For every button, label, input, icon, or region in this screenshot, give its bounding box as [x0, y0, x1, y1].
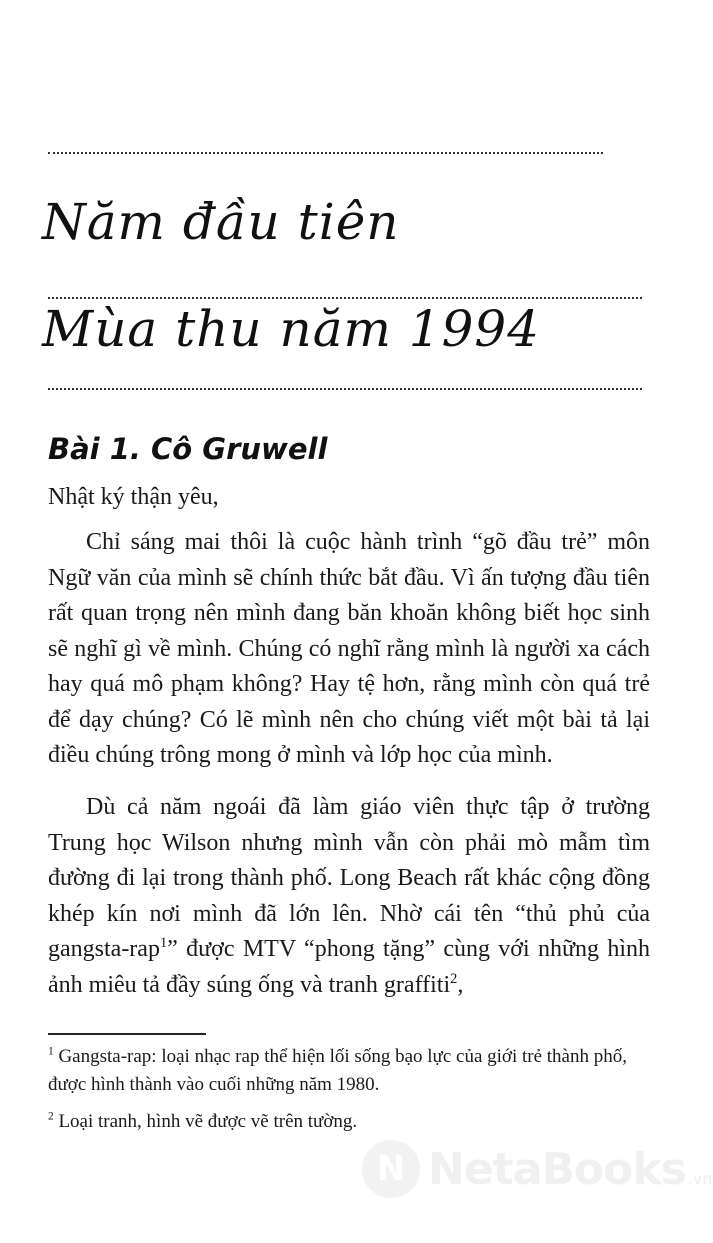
watermark — [362, 1140, 713, 1198]
season-title: Mùa thu năm 1994 — [42, 300, 541, 358]
footnote-1-text: Gangsta-rap: loại nhạc rap thể hiện lối sống bạo lực của giới trẻ thành phố, được hình thành vào cuối những năm 1980. — [48, 1046, 627, 1095]
paragraph-2-text-c: , — [457, 971, 464, 998]
chapter-title: Năm đầu tiên — [42, 193, 400, 251]
paragraph-1: Chỉ sáng mai thôi là cuộc hành trình “gõ đầu trẻ” môn Ngữ văn của mình sẽ chính thức bắt đầu. Vì ấn tượng đầu tiên rất quan trọng nên mình đang băn khoăn không biết học sinh sẽ nghĩ gì về mình. Chúng có nghĩ rằng mình là người xa cách hay quá mô phạm không? Hay tệ hơn, rằng mình còn quá trẻ để dạy chúng? Có lẽ mình nên cho chúng viết một bài tả lại điều chúng trông mong ở mình và lớp học của mình. — [48, 529, 650, 768]
dotted-line-bottom — [48, 388, 642, 390]
footnote-ref-1: 1 — [159, 935, 168, 951]
footnote-2 — [48, 1108, 650, 1136]
footnote-1 — [48, 1043, 650, 1099]
footnote-1-number: 1 — [48, 1045, 54, 1058]
dotted-line-top — [48, 152, 603, 154]
dotted-line-middle — [48, 297, 642, 299]
watermark-brand: NetaBooks — [428, 1143, 686, 1195]
lesson-title: Bài 1. Cô Gruwell — [48, 432, 328, 466]
footnote-2-text: Loại tranh, hình vẽ được vẽ trên tường. — [58, 1111, 358, 1132]
footnote-rule — [48, 1033, 206, 1035]
watermark-suffix: .vn — [687, 1169, 713, 1188]
footnote-2-number: 2 — [48, 1110, 54, 1123]
salutation: Nhật ký thận yêu, — [48, 484, 219, 510]
paragraph-2 — [48, 790, 650, 1003]
footnote-ref-2: 2 — [450, 970, 458, 987]
netabooks-logo-icon: N — [362, 1140, 420, 1198]
paragraph-2-text-a: Dù cả năm ngoái đã làm giáo viên thực tập ở trường Trung học Wilson nhưng mình vẫn còn phải mò mẫm tìm đường đi lại trong thành phố. Long Beach rất khác cộng đồng khép kín nơi mình đã lớn lên. Nhờ cái tên “thủ phủ của gangsta-rap — [48, 794, 650, 962]
paragraph-2-text-b: ” được MTV “phong tặng” cùng với những hình ảnh miêu tả đầy súng ống và tranh graffiti — [48, 936, 650, 998]
